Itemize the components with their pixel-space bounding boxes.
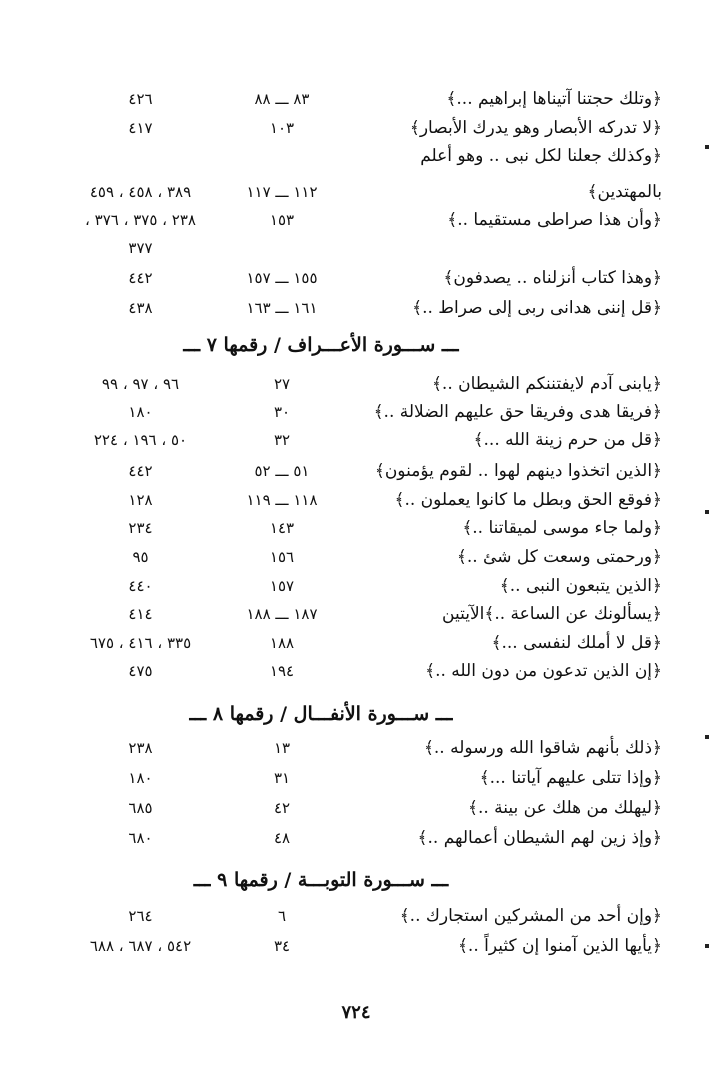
verse-text: ﴿ولما جاء موسى لميقاتنا ..﴾ — [462, 518, 662, 538]
ayah-number: ١٥٥ ـــ ١٥٧ — [246, 269, 318, 287]
ayah-number: ١١٨ ـــ ١١٩ — [246, 491, 318, 509]
page-refs: ٣٨٩ ، ٤٥٨ ، ٤٥٩ — [89, 183, 192, 201]
page-refs: ٤٧٥ — [128, 662, 153, 680]
ayah-number: ٣٠ — [273, 403, 291, 421]
surah-heading-text: ـــ ســـورة التوبـــة / رقمها ٩ ـــ — [193, 869, 449, 891]
margin-mark — [705, 145, 709, 149]
page-refs: ٤٤٠ — [128, 577, 153, 595]
page-refs: ٩٥ — [132, 548, 149, 566]
ayah-number: ٣٢ — [273, 431, 291, 449]
margin-mark — [705, 735, 709, 739]
margin-mark — [705, 510, 709, 514]
verse-text: ﴿وهذا كتاب أنزلناه .. يصدفون﴾ — [443, 268, 662, 288]
index-row — [0, 512, 712, 544]
page-refs: ٣٣٥ ، ٤١٦ ، ٦٧٥ — [89, 634, 192, 652]
page-refs: ٤٣٨ — [128, 299, 153, 317]
index-row — [0, 262, 712, 294]
page-refs: ٢٦٤ — [128, 907, 153, 925]
index-row — [0, 83, 712, 115]
verse-text: ﴿الذين يتبعون النبى ..﴾ — [499, 576, 662, 596]
page-refs: ٩٦ ، ٩٧ ، ٩٩ — [101, 375, 180, 393]
page-refs: ٤١٤ — [128, 605, 153, 623]
page-refs: ٦٨٥ — [128, 799, 153, 817]
index-row — [0, 792, 712, 824]
ayah-number: ١٨٨ — [269, 634, 295, 652]
index-row — [0, 140, 712, 172]
page-refs: ١٨٠ — [128, 403, 153, 421]
ayah-number: ١٥٦ — [269, 548, 295, 566]
page-refs: ٥٠ ، ١٩٦ ، ٢٢٤ — [93, 431, 188, 449]
index-row — [0, 232, 712, 264]
verse-text: بالمهتدين﴾ — [587, 182, 662, 202]
verse-text: ﴿لا تدركه الأبصار وهو يدرك الأبصار﴾ — [409, 118, 662, 138]
ayah-number: ١١٢ ـــ ١١٧ — [246, 183, 318, 201]
verse-text: ﴿يابنى آدم لايفتننكم الشيطان ..﴾ — [431, 374, 662, 394]
page-refs: ٢٣٨ ، ٣٧٥ ، ٣٧٦ ، — [85, 211, 196, 229]
page-refs: ٤٤٢ — [128, 269, 153, 287]
verse-text: ﴿ذلك بأنهم شاقوا الله ورسوله ..﴾ — [423, 738, 662, 758]
surah-heading-text: ـــ ســـورة الأعـــراف / رقمها ٧ ـــ — [183, 334, 459, 356]
page-refs: ٦٨٠ — [128, 829, 153, 847]
verse-text: ﴿وأن هذا صراطى مستقيما ..﴾ — [447, 210, 662, 230]
verse-text: ﴿وكذلك جعلنا لكل نبى .. وهو أعلم — [420, 146, 662, 166]
page-refs: ٢٣٨ — [128, 739, 153, 757]
page-refs: ٤١٧ — [128, 119, 153, 137]
index-row — [0, 598, 712, 630]
verse-text: ﴿يسألونك عن الساعة ..﴾الآيتين — [442, 604, 662, 624]
verse-text: ﴿قل إننى هدانى ربى إلى صراط ..﴾ — [412, 298, 662, 318]
verse-text: ﴿يأيها الذين آمنوا إن كثيراً ..﴾ — [457, 936, 662, 956]
ayah-number: ٥١ ـــ ٥٢ — [254, 462, 310, 480]
index-row — [0, 655, 712, 687]
verse-text: ﴿وإذ زين لهم الشيطان أعمالهم ..﴾ — [417, 828, 662, 848]
surah-heading-text: ـــ ســـورة الأنفـــال / رقمها ٨ ـــ — [189, 703, 453, 725]
page-refs: ٥٤٢ ، ٦٨٧ ، ٦٨٨ — [89, 937, 192, 955]
verse-text: ﴿قل من حرم زينة الله ...﴾ — [473, 430, 662, 450]
verse-text: ﴿وتلك حجتنا آتيناها إبراهيم ...﴾ — [446, 89, 662, 109]
verse-text: ﴿فريقا هدى وفريقا حق عليهم الضلالة ..﴾ — [373, 402, 662, 422]
page-refs: ١٢٨ — [128, 491, 153, 509]
index-row — [0, 541, 712, 573]
page-refs: ٤٢٦ — [128, 90, 153, 108]
index-row — [0, 455, 712, 487]
verse-text: ﴿وإن أحد من المشركين استجارك ..﴾ — [399, 906, 662, 926]
index-row — [0, 424, 712, 456]
surah-heading — [0, 697, 712, 731]
ayah-number: ٦ — [277, 907, 287, 925]
page-refs: ١٨٠ — [128, 769, 153, 787]
ayah-number: ٣٤ — [273, 937, 291, 955]
ayah-number: ١٥٣ — [269, 211, 295, 229]
page-refs: ٣٧٧ — [128, 239, 153, 257]
index-row — [0, 732, 712, 764]
ayah-number: ٤٨ — [273, 829, 291, 847]
verse-text: ﴿إن الذين تدعون من دون الله ..﴾ — [425, 661, 662, 681]
index-row — [0, 822, 712, 854]
index-row — [0, 292, 712, 324]
ayah-number: ٨٣ ـــ ٨٨ — [254, 90, 310, 108]
ayah-number: ١٠٣ — [269, 119, 295, 137]
verse-text: ﴿فوقع الحق وبطل ما كانوا يعملون ..﴾ — [394, 490, 662, 510]
verse-text: ﴿ليهلك من هلك عن بينة ..﴾ — [467, 798, 662, 818]
ayah-number: ١٤٣ — [269, 519, 295, 537]
verse-text: ﴿الذين اتخذوا دينهم لهوا .. لقوم يؤمنون﴾ — [374, 461, 662, 481]
ayah-number: ٢٧ — [273, 375, 291, 393]
index-row — [0, 930, 712, 962]
surah-heading — [0, 328, 712, 362]
ayah-number: ١٣ — [273, 739, 291, 757]
ayah-number: ١٨٧ ـــ ١٨٨ — [246, 605, 318, 623]
index-row — [0, 900, 712, 932]
surah-heading — [0, 863, 712, 897]
page-refs: ٢٣٤ — [128, 519, 153, 537]
index-row — [0, 762, 712, 794]
ayah-number: ٤٢ — [273, 799, 291, 817]
ayah-number: ١٥٧ — [269, 577, 295, 595]
verse-text: ﴿وإذا تتلى عليهم آياتنا ...﴾ — [479, 768, 662, 788]
ayah-number: ١٩٤ — [269, 662, 295, 680]
ayah-number: ١٦١ ـــ ١٦٣ — [246, 299, 318, 317]
page-refs: ٤٤٢ — [128, 462, 153, 480]
verse-text: ﴿قل لا أملك لنفسى ...﴾ — [491, 633, 662, 653]
ayah-number: ٣١ — [273, 769, 291, 787]
margin-mark — [705, 944, 709, 948]
verse-text: ﴿ورحمتى وسعت كل شئ ..﴾ — [456, 547, 662, 567]
page-number: ٧٢٤ — [341, 1002, 371, 1023]
